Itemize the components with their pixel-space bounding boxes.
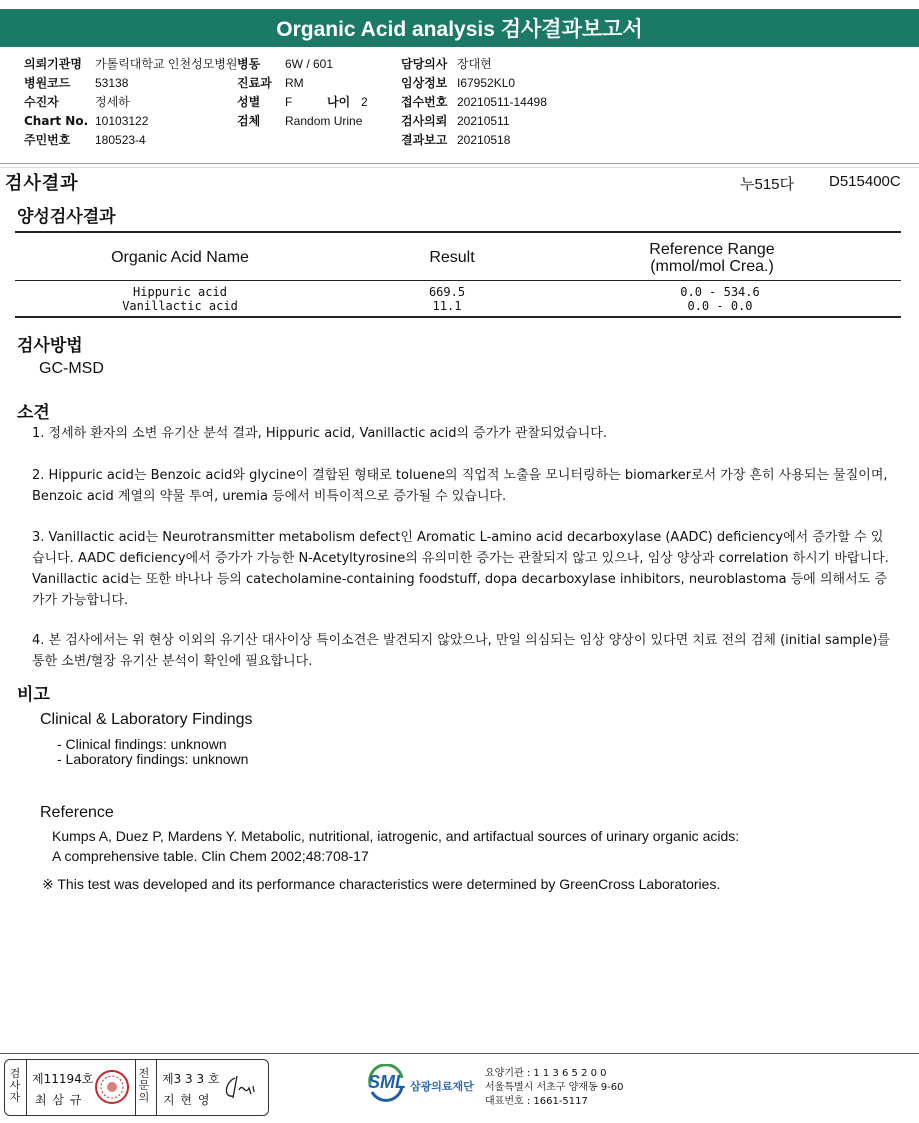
- reference-line: A comprehensive table. Clin Chem 2002;48:708-17: [52, 848, 369, 864]
- method-heading: 검사방법: [17, 336, 83, 356]
- report-title: Organic Acid analysis 검사결과보고서: [276, 18, 643, 41]
- info-value: 6W / 601: [285, 57, 334, 71]
- org-info-line: 대표번호 : 1661-5117: [485, 1096, 588, 1107]
- info-label: 접수번호: [401, 95, 448, 109]
- table-top-rule: [15, 231, 901, 233]
- acid-name: Vanillactic acid: [122, 299, 238, 313]
- signer2-name: 지 현 영: [163, 1093, 211, 1107]
- lab-note: ※ This test was developed and its performance characteristics were determined by GreenCross Laboratories.: [42, 876, 721, 892]
- info-label: 의뢰기관명: [24, 57, 82, 71]
- info-label: 담당의사: [401, 57, 448, 71]
- info-label: 수진자: [24, 95, 59, 109]
- reference-title: Reference: [40, 804, 114, 821]
- info-label: Chart No.: [24, 114, 89, 128]
- org-info: [485, 1067, 624, 1109]
- info-label: 주민번호: [24, 133, 71, 147]
- finding-paragraph-3: 3. Vanillactic acid는 Neurotransmitter metabolism defect인 Aromatic L-amino acid decarboxylase (AADC) deficiency에서 증가할 수 있습니다. AADC deficiency에서 증가가 가능한 N-Acetyltyrosine의 유의미한 증가는 관찰되지 않고 있으나, 임상 양상과 correlation 하시기 바랍니다. Vanillactic acid는 또한 바나나 등의 catecholamine-containing foodstuff, dopa decarboxylase inhibitors, neuroblastoma 등에 의해서도 증가가 가능합니다.: [32, 530, 889, 608]
- list-item: - Laboratory findings: unknown: [57, 751, 249, 767]
- result-value: 669.5: [428, 285, 466, 299]
- info-value: 10103122: [95, 114, 149, 128]
- findings-heading: 소견: [17, 403, 50, 423]
- clinical-findings-list: [57, 737, 248, 767]
- info-value: I67952KL0: [457, 76, 516, 90]
- org-name: 삼광의료재단: [410, 1080, 474, 1093]
- positive-results-heading: 양성검사결과: [17, 207, 116, 227]
- org-info-line: 서울특별시 서초구 양재동 9-60: [485, 1082, 624, 1093]
- info-value: 180523-4: [95, 133, 146, 147]
- info-label: 병원코드: [24, 76, 71, 90]
- info-value: Random Urine: [285, 114, 363, 128]
- table-bottom-rule: [15, 316, 901, 318]
- info-value: 20210511: [457, 114, 510, 128]
- signer1-name: 최 삼 규: [35, 1093, 83, 1107]
- info-value: F: [285, 95, 293, 109]
- acid-name: Hippuric acid: [133, 285, 227, 299]
- report-title-bar: [0, 9, 919, 47]
- signer1-role: 검사자: [9, 1067, 21, 1104]
- signature-icon: [221, 1072, 261, 1102]
- reference-text: [52, 826, 739, 866]
- signer1-license: 제11194호: [32, 1072, 94, 1086]
- method-value: GC-MSD: [39, 360, 104, 377]
- info-value: 장대현: [457, 57, 492, 71]
- seal-stamp-icon: [93, 1068, 131, 1106]
- info-value: 정세하: [95, 95, 130, 109]
- divider: [0, 167, 919, 168]
- info-value: RM: [285, 76, 304, 90]
- results-heading: 검사결과: [5, 173, 79, 194]
- col-header-range-line1: Reference Range: [649, 241, 775, 258]
- divider: [0, 163, 919, 164]
- info-value: 20210511-14498: [457, 95, 547, 109]
- reference-line: Kumps A, Duez P, Mardens Y. Metabolic, nutritional, iatrogenic, and artifactual sources of urinary organic acids:: [52, 828, 740, 844]
- range-value: 0.0 - 534.6: [680, 285, 760, 299]
- sml-logo: [366, 1064, 474, 1108]
- signature-box: [4, 1059, 269, 1116]
- col-header-result: Result: [429, 249, 475, 266]
- info-label: 결과보고: [401, 133, 448, 147]
- finding-paragraph-1: 1. 정세하 환자의 소변 유기산 분석 결과, Hippuric acid, Vanillactic acid의 증가가 관찰되었습니다.: [32, 426, 607, 441]
- finding-paragraph-2: 2. Hippuric acid는 Benzoic acid와 glycine이 결합된 형태로 toluene의 직업적 노출을 모니터링하는 biomarker로서 가장 흔히 사용되는 물질이며, Benzoic acid 계열의 약물 투여, uremia 등에서 비특이적으로 증가될 수 있습니다.: [32, 468, 888, 504]
- result-value: 11.1: [432, 299, 462, 313]
- signer2-license: 제3 3 3 호: [162, 1072, 220, 1086]
- info-value: 가톨릭대학교 인천성모병원: [95, 57, 238, 71]
- divider: [156, 1060, 157, 1115]
- divider: [26, 1060, 27, 1115]
- col-header-range-line2: (mmol/mol Crea.): [650, 258, 774, 275]
- finding-paragraph-4: 4. 본 검사에서는 위 현상 이외의 유기산 대사이상 특이소견은 발견되지 않았으나, 만일 의심되는 임상 양상이 있다면 치료 전의 검체 (initial sample)를 통한 소변/혈장 유기산 분석이 확인에 필요합니다.: [32, 633, 890, 669]
- list-item: - Clinical findings: unknown: [57, 736, 227, 752]
- footer-divider: [0, 1053, 919, 1054]
- info-label: 검사의뢰: [401, 114, 448, 128]
- patient-info-col2: [237, 55, 368, 131]
- info-label: 성별: [237, 95, 261, 109]
- result-values: [397, 285, 497, 313]
- org-info-line: 요양기관 : 1 1 3 6 5 2 0 0: [485, 1068, 607, 1079]
- info-label: 임상정보: [401, 76, 448, 90]
- table-row: [80, 285, 280, 313]
- signer2-role: 전문의: [138, 1067, 150, 1104]
- col-header-name: Organic Acid Name: [111, 249, 249, 266]
- info-label: 병동: [237, 57, 261, 71]
- result-code-1: 누515다: [740, 176, 795, 193]
- range-value: 0.0 - 0.0: [687, 299, 753, 313]
- patient-info-col3: [401, 55, 547, 150]
- patient-info-col1: [24, 55, 237, 150]
- remarks-heading: 비고: [17, 685, 50, 705]
- range-values: [620, 285, 820, 313]
- result-code-2: D515400C: [829, 173, 901, 190]
- col-header-range: [612, 241, 812, 275]
- age-label: 나이: [327, 95, 351, 109]
- clinical-findings-title: Clinical & Laboratory Findings: [40, 711, 253, 728]
- info-label: 진료과: [237, 76, 272, 90]
- divider: [135, 1060, 136, 1115]
- info-value: 53138: [95, 76, 129, 90]
- sml-logo-text: SML: [368, 1072, 406, 1092]
- info-value: 20210518: [457, 133, 511, 147]
- table-header-rule: [15, 280, 901, 281]
- age-value: 2: [361, 95, 368, 109]
- info-label: 검체: [237, 114, 261, 128]
